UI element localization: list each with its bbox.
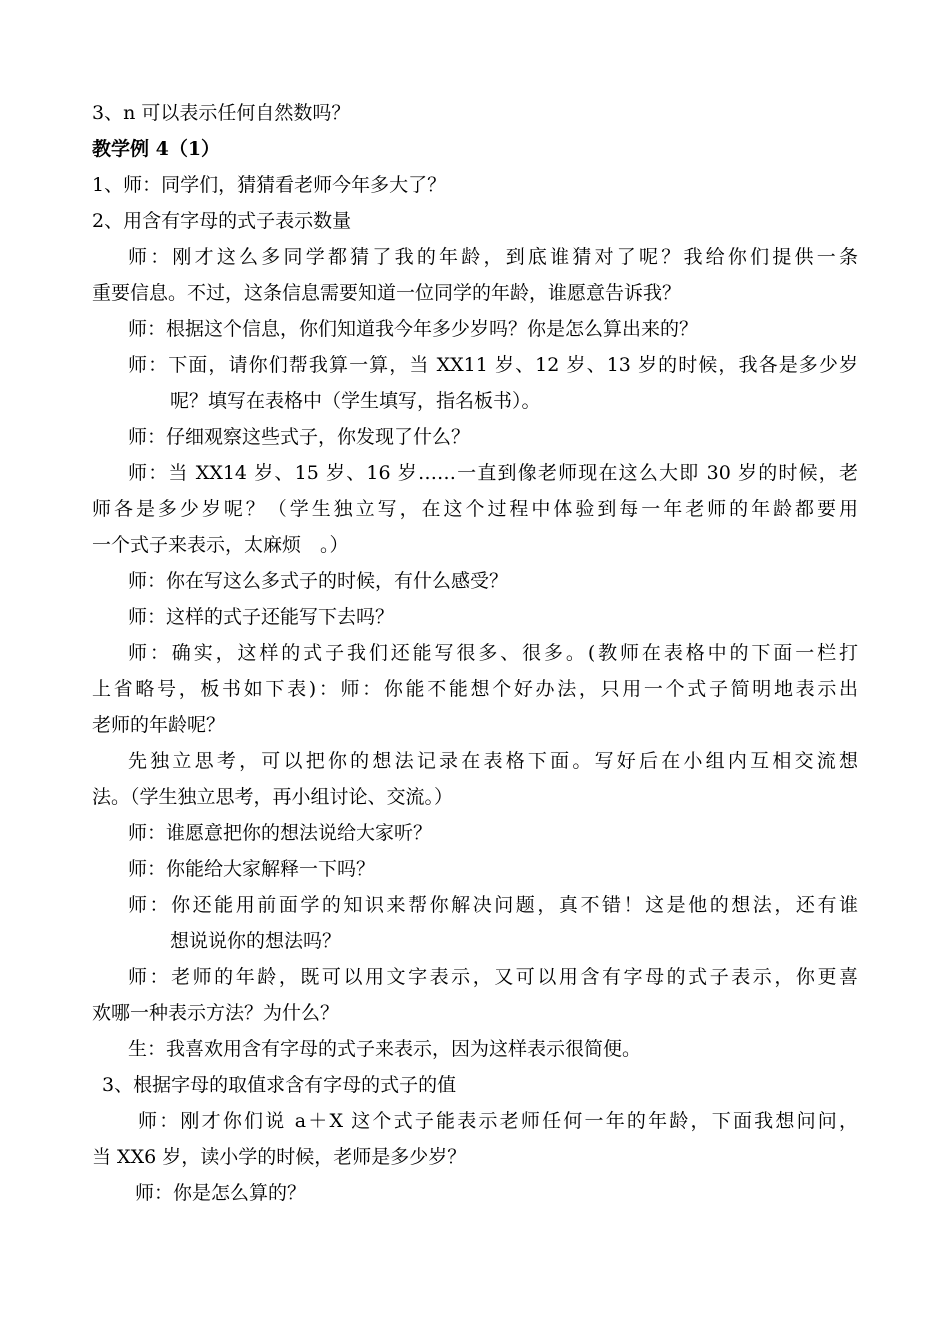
paragraph-line: 师：你是怎么算的？ bbox=[135, 1182, 307, 1204]
paragraph-line: 师：老师的年龄，既可以用文字表示，又可以用含有字母的式子表示，你更喜 bbox=[128, 966, 858, 988]
step-2-heading: 2、用含有字母的式子表示数量 bbox=[92, 210, 352, 232]
paragraph-line: 当 XX6 岁，读小学的时候，老师是多少岁？ bbox=[92, 1146, 467, 1168]
paragraph-line: 师：根据这个信息，你们知道我今年多少岁吗？你是怎么算出来的？ bbox=[128, 318, 699, 340]
paragraph-line: 呢？填写在表格中（学生填写，指名板书）。 bbox=[170, 390, 541, 412]
paragraph-line: 师：当 XX14 岁、15 岁、16 岁……一直到像老师现在这么大即 30 岁的时候，老 bbox=[128, 462, 858, 484]
paragraph-line: 上省略号，板书如下表)：师：你能不能想个好办法，只用一个式子简明地表示出 bbox=[92, 678, 858, 700]
paragraph-line: 师：刚才这么多同学都猜了我的年龄，到底谁猜对了呢？我给你们提供一条 bbox=[128, 246, 858, 268]
paragraph-line: 师：谁愿意把你的想法说给大家听？ bbox=[128, 822, 433, 844]
paragraph-line: 一个式子来表示，太麻烦 。） bbox=[92, 534, 349, 556]
paragraph-line: 欢哪一种表示方法？为什么？ bbox=[92, 1002, 340, 1024]
step-1-line: 1、师：同学们，猜猜看老师今年多大了？ bbox=[92, 174, 447, 196]
paragraph-line: 想说说你的想法吗？ bbox=[170, 930, 342, 952]
paragraph-line: 法。（学生独立思考，再小组讨论、交流。） bbox=[92, 786, 454, 808]
paragraph-line: 老师的年龄呢？ bbox=[92, 714, 226, 736]
paragraph-line: 师：你还能用前面学的知识来帮你解决问题，真不错！这是他的想法，还有谁 bbox=[128, 894, 858, 916]
paragraph-line: 师：确实，这样的式子我们还能写很多、很多。(教师在表格中的下面一栏打 bbox=[128, 642, 858, 664]
paragraph-line: 师：仔细观察这些式子，你发现了什么？ bbox=[128, 426, 471, 448]
question-3-line: 3、n 可以表示任何自然数吗？ bbox=[92, 102, 351, 124]
paragraph-line: 师：下面，请你们帮我算一算，当 XX11 岁、12 岁、13 岁的时候，我各是多少岁 bbox=[128, 354, 858, 376]
section-heading: 教学例 4（1） bbox=[92, 138, 221, 160]
paragraph-line: 先独立思考，可以把你的想法记录在表格下面。写好后在小组内互相交流想 bbox=[128, 750, 858, 772]
paragraph-line: 师：这样的式子还能写下去吗？ bbox=[128, 606, 395, 628]
paragraph-line: 生：我喜欢用含有字母的式子来表示，因为这样表示很简便。 bbox=[128, 1038, 642, 1060]
step-3-heading: 3、根据字母的取值求含有字母的式子的值 bbox=[102, 1074, 457, 1096]
paragraph-line: 师：刚才你们说 a＋X 这个式子能表示老师任何一年的年龄，下面我想问问， bbox=[138, 1110, 858, 1132]
paragraph-line: 师各是多少岁呢？（学生独立写，在这个过程中体验到每一年老师的年龄都要用 bbox=[92, 498, 858, 520]
paragraph-line: 重要信息。不过，这条信息需要知道一位同学的年龄，谁愿意告诉我？ bbox=[92, 282, 682, 304]
paragraph-line: 师：你在写这么多式子的时候，有什么感受？ bbox=[128, 570, 509, 592]
paragraph-line: 师：你能给大家解释一下吗？ bbox=[128, 858, 376, 880]
